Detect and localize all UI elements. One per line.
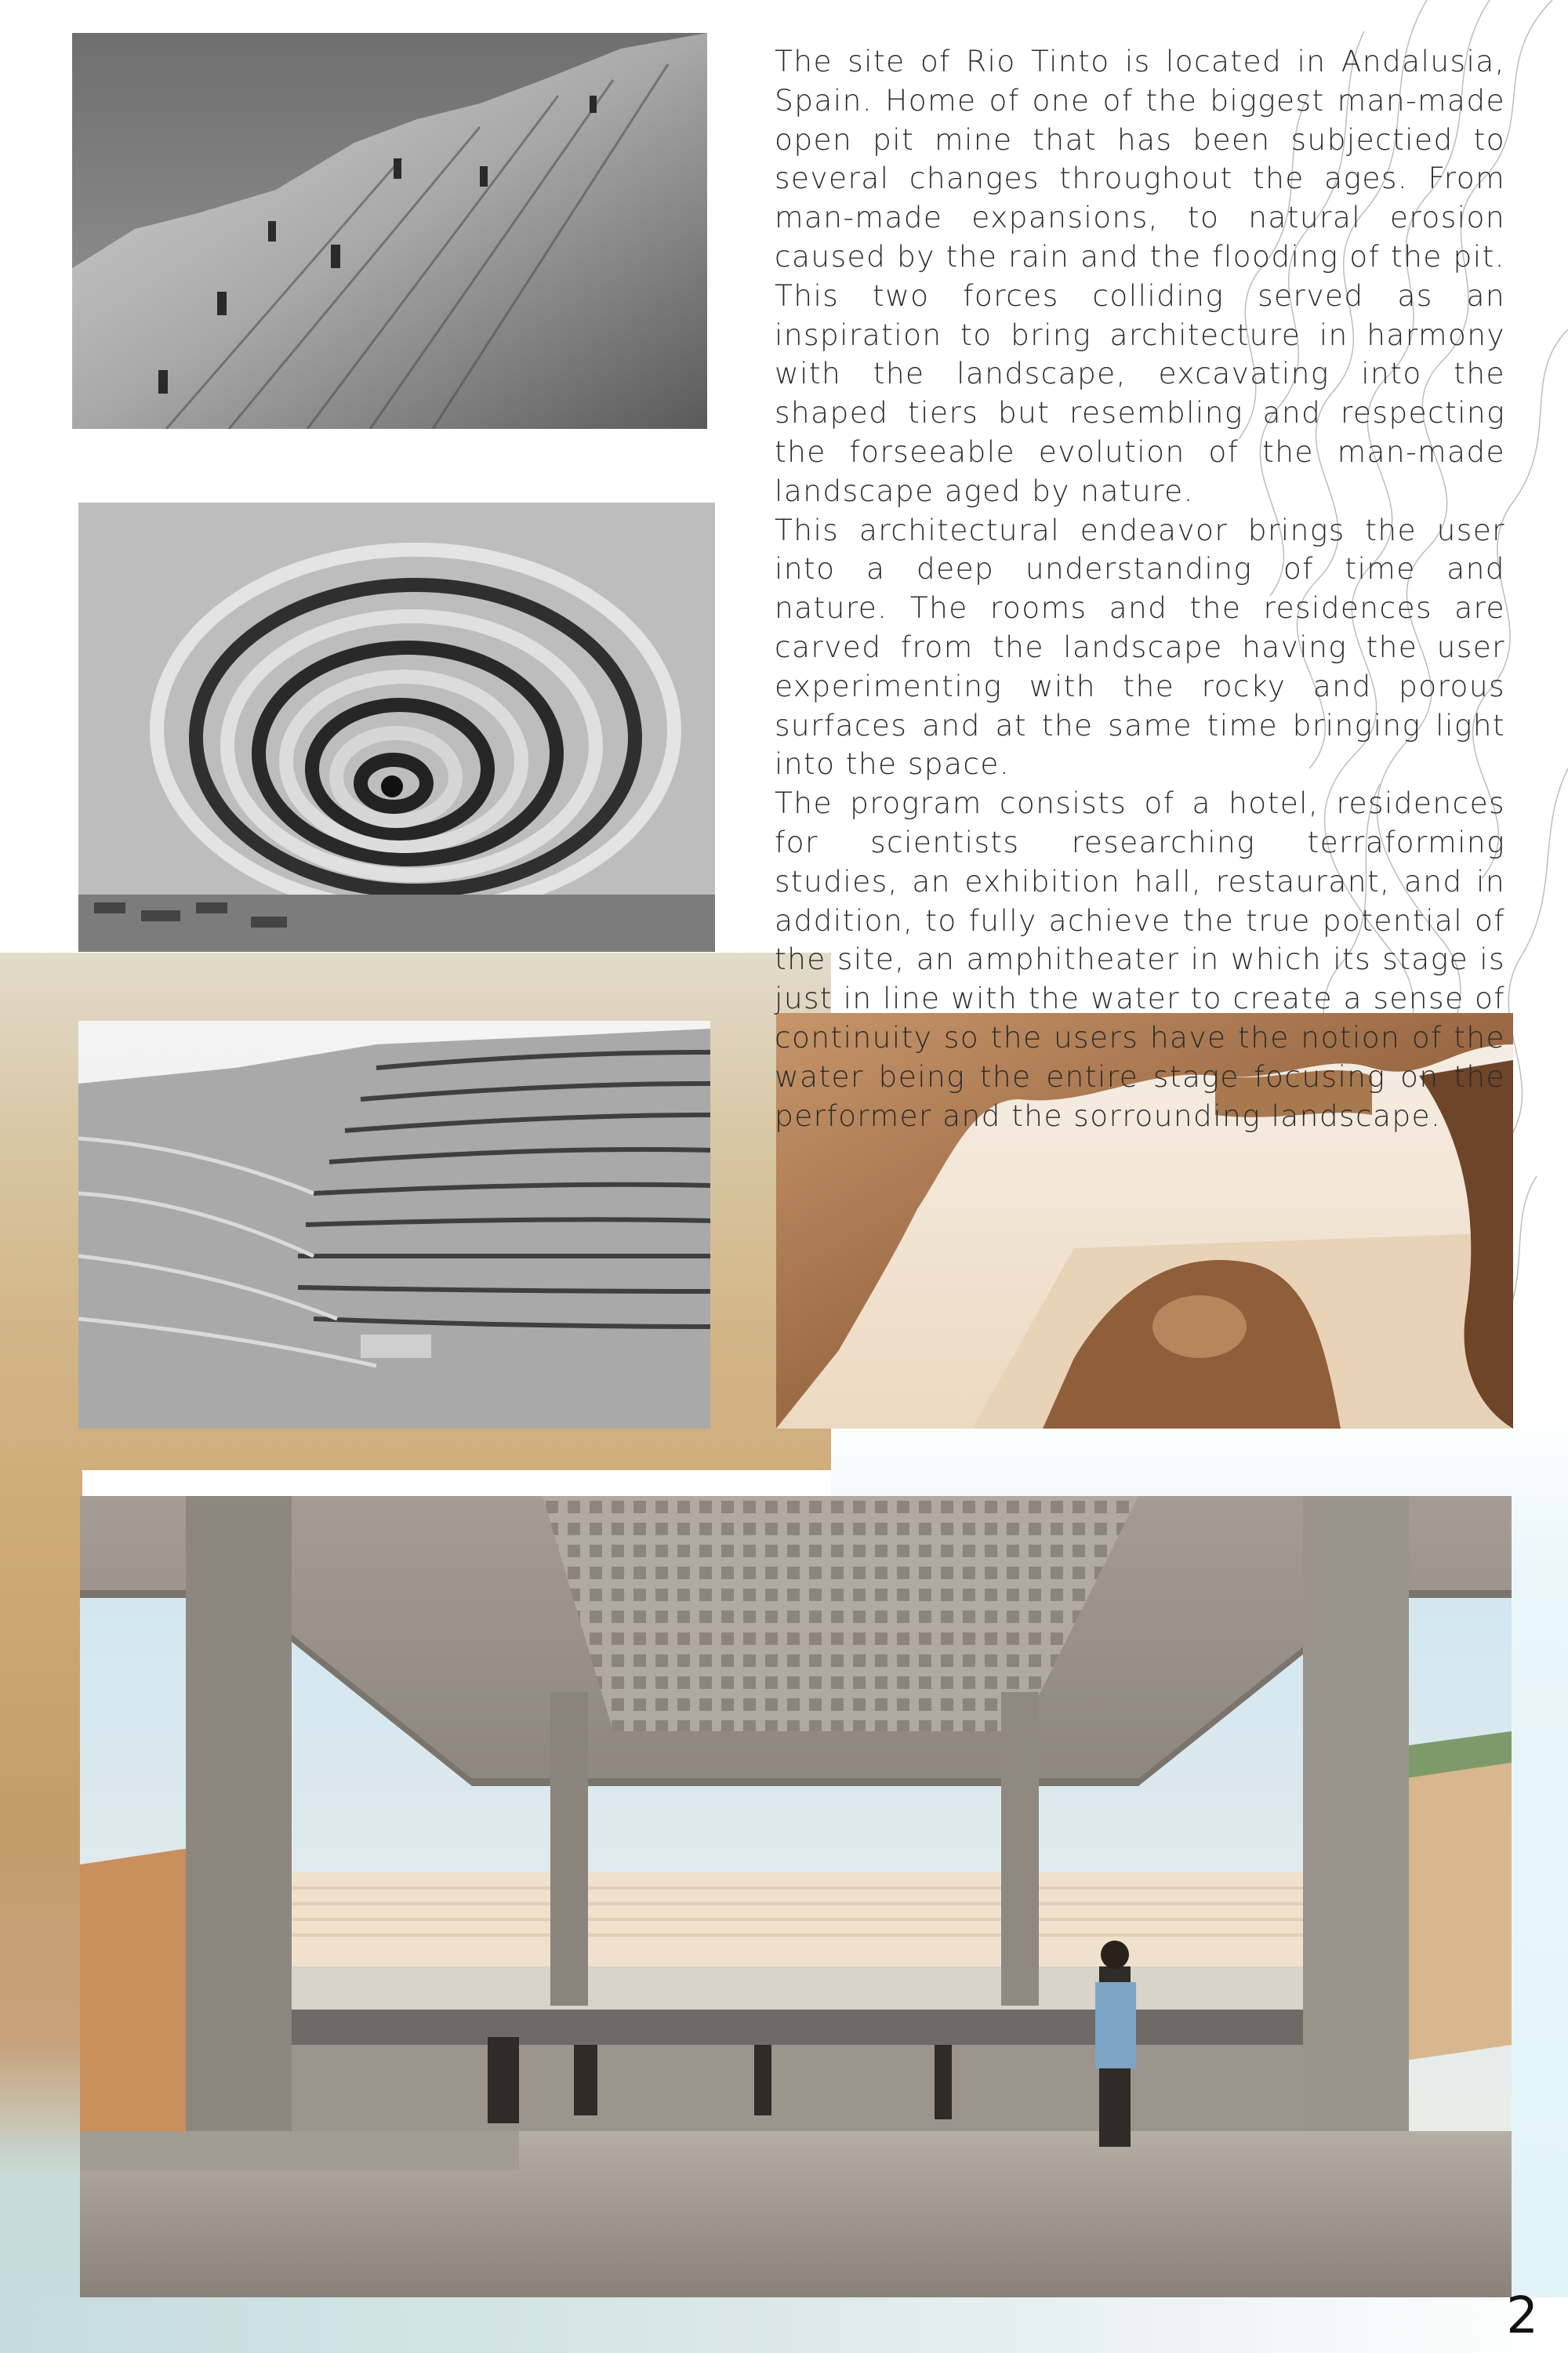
terraced-pit-photo — [78, 1021, 710, 1429]
background-water-strip — [0, 2297, 1568, 2353]
background-rock-edge — [0, 1470, 82, 2353]
project-description — [775, 42, 1505, 1135]
description-paragraph-2: This architectural endeavor brings the user into a deep understanding of time and nature. The rooms and the residences are carved from the landscape having the user experimenting with the rocky and porous surfaces and at the same time bringing light into the space. — [775, 512, 1505, 782]
open-pit-aerial-photo — [78, 503, 715, 952]
amphitheater-render — [80, 1496, 1512, 2297]
description-paragraph-1: The site of Rio Tinto is located in Andalusia, Spain. Home of one of the biggest man-made open pit mine that has been subjectied to several changes throughout the ages. From man-made expansions, to natural erosion caused by the rain and the flooding of the pit. This two forces colliding served as an inspiration to bring architecture in harmony with the landscape, excavating into the shaped tiers but resembling and respecting the forseeable evolution of the man-made landscape aged by nature. — [775, 44, 1505, 508]
page-number: 2 — [1506, 2287, 1538, 2345]
historic-miners-photo — [72, 33, 707, 429]
description-paragraph-3: The program consists of a hotel, residences for scientists researching terraforming studies, an exhibition hall, restaurant, and in addition, to fully achieve the true potential of the site, an amphitheater in which its stage is just in line with the water to create a sense of continuity so the users have the notion of the water being the entire stage focusing on the performer and the sorrounding landscape. — [775, 786, 1505, 1133]
